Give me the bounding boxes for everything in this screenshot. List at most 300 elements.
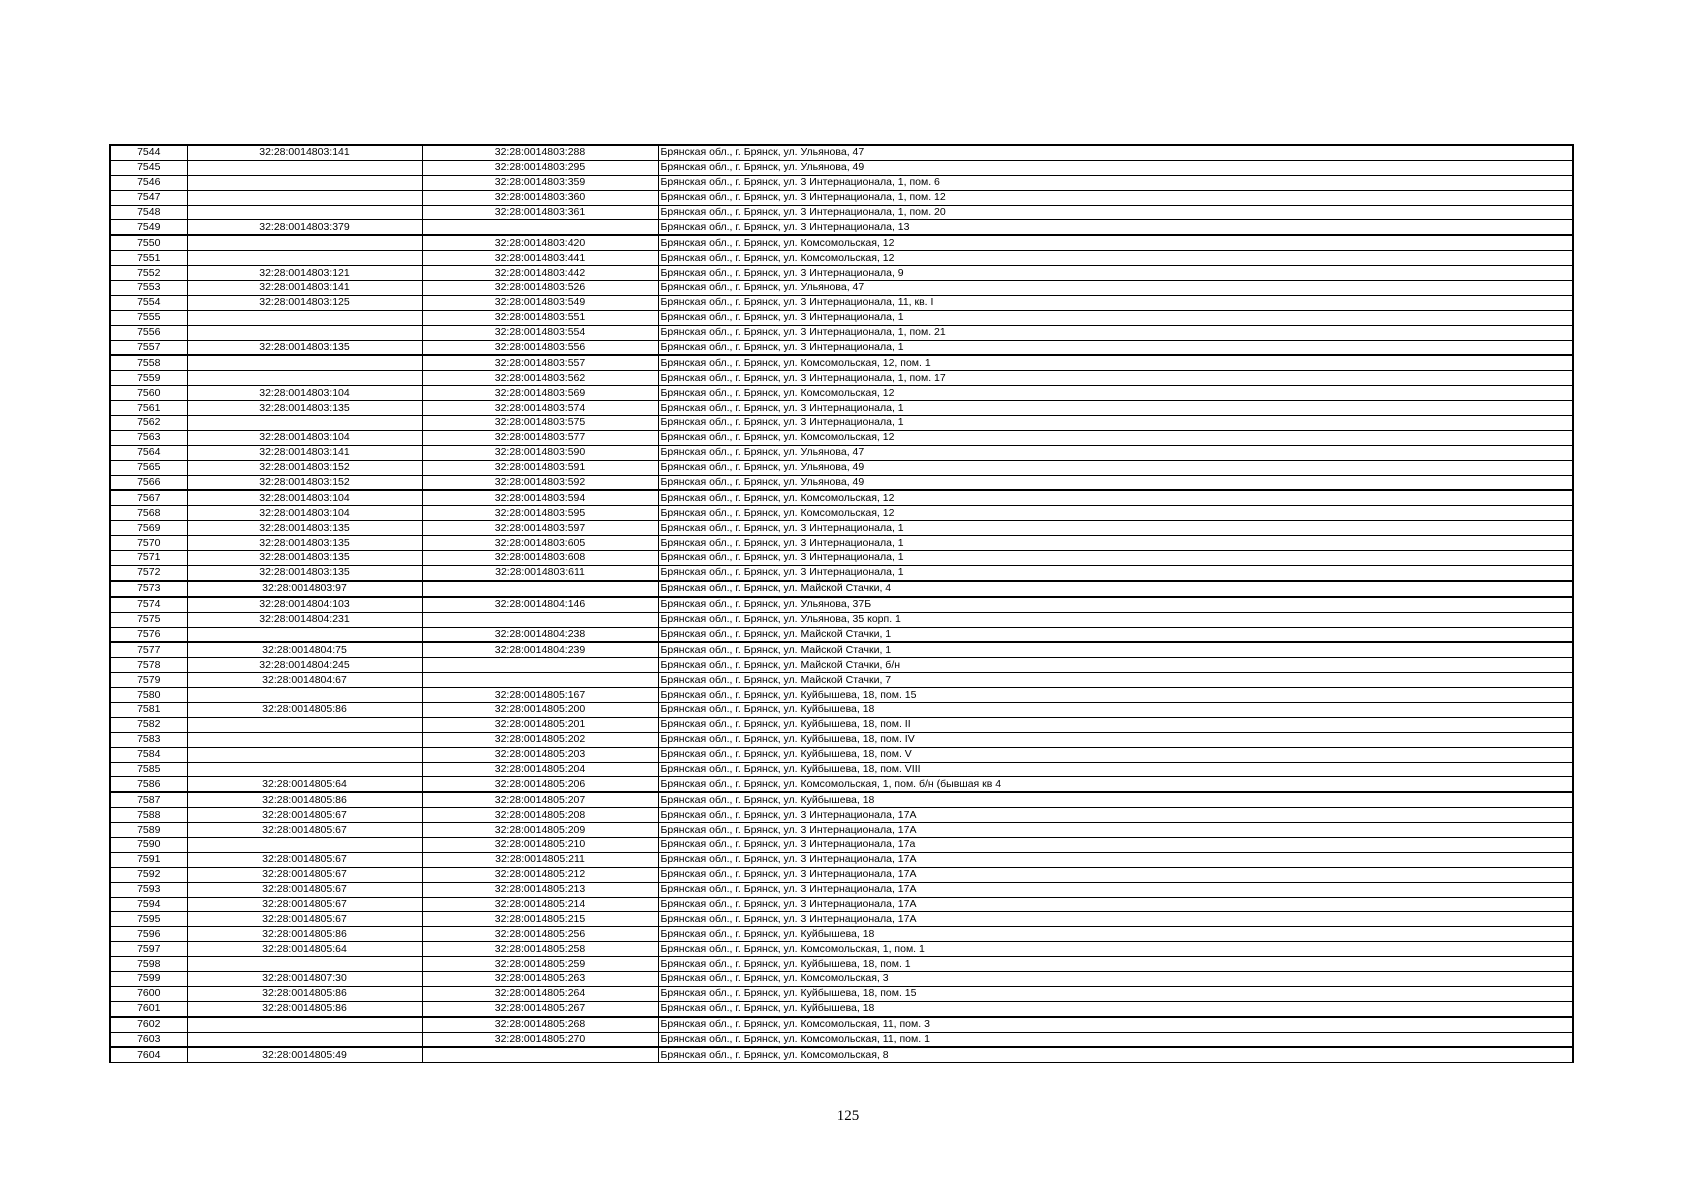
address-cell: Брянская обл., г. Брянск, ул. Майской Стачки, 7 bbox=[658, 673, 1573, 688]
cadastral-number-cell: 32:28:0014803:551 bbox=[422, 310, 658, 325]
row-number-cell: 7578 bbox=[110, 658, 187, 673]
table-row bbox=[110, 867, 1573, 882]
parent-cadastral-cell: 32:28:0014803:121 bbox=[187, 266, 422, 281]
row-number-cell: 7552 bbox=[110, 266, 187, 281]
row-number-cell: 7589 bbox=[110, 823, 187, 838]
cadastral-number-cell bbox=[422, 1047, 658, 1062]
address-cell: Брянская обл., г. Брянск, ул. Комсомольская, 12, пом. 1 bbox=[658, 355, 1573, 370]
address-cell: Брянская обл., г. Брянск, ул. 3 Интернационала, 1 bbox=[658, 310, 1573, 325]
cadastral-number-cell: 32:28:0014805:212 bbox=[422, 867, 658, 882]
parent-cadastral-cell: 32:28:0014803:104 bbox=[187, 506, 422, 521]
parent-cadastral-cell bbox=[187, 1017, 422, 1032]
row-number-cell: 7579 bbox=[110, 673, 187, 688]
cadastral-number-cell: 32:28:0014805:268 bbox=[422, 1017, 658, 1032]
table-row bbox=[110, 460, 1573, 475]
table-row bbox=[110, 310, 1573, 325]
cadastral-number-cell: 32:28:0014803:562 bbox=[422, 371, 658, 386]
address-cell: Брянская обл., г. Брянск, ул. Комсомольская, 12 bbox=[658, 430, 1573, 445]
row-number-cell: 7598 bbox=[110, 957, 187, 972]
row-number-cell: 7580 bbox=[110, 688, 187, 703]
table-row bbox=[110, 1001, 1573, 1016]
parent-cadastral-cell bbox=[187, 160, 422, 175]
cadastral-number-cell: 32:28:0014805:259 bbox=[422, 957, 658, 972]
address-cell: Брянская обл., г. Брянск, ул. Майской Стачки, б/н bbox=[658, 658, 1573, 673]
address-cell: Брянская обл., г. Брянск, ул. 3 Интернационала, 1, пом. 12 bbox=[658, 190, 1573, 205]
table-row bbox=[110, 971, 1573, 986]
parent-cadastral-cell bbox=[187, 957, 422, 972]
address-cell: Брянская обл., г. Брянск, ул. 3 Интернационала, 1 bbox=[658, 565, 1573, 580]
address-cell: Брянская обл., г. Брянск, ул. Куйбышева, 18, пом. VIII bbox=[658, 762, 1573, 777]
address-cell: Брянская обл., г. Брянск, ул. 3 Интернационала, 1 bbox=[658, 340, 1573, 355]
registry-table bbox=[109, 144, 1574, 1063]
table-row bbox=[110, 627, 1573, 642]
table-row bbox=[110, 551, 1573, 566]
parent-cadastral-cell bbox=[187, 175, 422, 190]
table-row bbox=[110, 295, 1573, 310]
cadastral-number-cell: 32:28:0014803:554 bbox=[422, 325, 658, 340]
address-cell: Брянская обл., г. Брянск, ул. Ульянова, 47 bbox=[658, 445, 1573, 460]
row-number-cell: 7567 bbox=[110, 490, 187, 505]
cadastral-number-cell: 32:28:0014803:526 bbox=[422, 281, 658, 296]
cadastral-number-cell: 32:28:0014805:210 bbox=[422, 837, 658, 852]
address-cell: Брянская обл., г. Брянск, ул. Ульянова, 35 корп. 1 bbox=[658, 612, 1573, 627]
table-row bbox=[110, 220, 1573, 235]
table-row bbox=[110, 1047, 1573, 1062]
table-row bbox=[110, 475, 1573, 490]
parent-cadastral-cell: 32:28:0014805:67 bbox=[187, 912, 422, 927]
row-number-cell: 7573 bbox=[110, 581, 187, 597]
parent-cadastral-cell: 32:28:0014803:141 bbox=[187, 281, 422, 296]
parent-cadastral-cell bbox=[187, 205, 422, 220]
address-cell: Брянская обл., г. Брянск, ул. 3 Интернационала, 1, пом. 21 bbox=[658, 325, 1573, 340]
row-number-cell: 7545 bbox=[110, 160, 187, 175]
cadastral-number-cell: 32:28:0014803:442 bbox=[422, 266, 658, 281]
table-row bbox=[110, 281, 1573, 296]
parent-cadastral-cell: 32:28:0014803:135 bbox=[187, 551, 422, 566]
cadastral-number-cell: 32:28:0014805:208 bbox=[422, 808, 658, 823]
table-row bbox=[110, 536, 1573, 551]
row-number-cell: 7593 bbox=[110, 882, 187, 897]
cadastral-number-cell: 32:28:0014803:605 bbox=[422, 536, 658, 551]
table-row bbox=[110, 852, 1573, 867]
table-row bbox=[110, 266, 1573, 281]
row-number-cell: 7587 bbox=[110, 792, 187, 807]
parent-cadastral-cell bbox=[187, 325, 422, 340]
cadastral-number-cell: 32:28:0014803:590 bbox=[422, 445, 658, 460]
table-row bbox=[110, 717, 1573, 732]
table-row bbox=[110, 160, 1573, 175]
table-row bbox=[110, 386, 1573, 401]
table-row bbox=[110, 506, 1573, 521]
table-row bbox=[110, 416, 1573, 431]
parent-cadastral-cell: 32:28:0014803:104 bbox=[187, 430, 422, 445]
address-cell: Брянская обл., г. Брянск, ул. Ульянова, 49 bbox=[658, 160, 1573, 175]
row-number-cell: 7558 bbox=[110, 355, 187, 370]
row-number-cell: 7594 bbox=[110, 897, 187, 912]
table-row bbox=[110, 325, 1573, 340]
cadastral-number-cell: 32:28:0014805:167 bbox=[422, 688, 658, 703]
parent-cadastral-cell: 32:28:0014804:75 bbox=[187, 642, 422, 657]
cadastral-number-cell: 32:28:0014803:611 bbox=[422, 565, 658, 580]
row-number-cell: 7584 bbox=[110, 747, 187, 762]
address-cell: Брянская обл., г. Брянск, ул. Куйбышева, 18, пом. 15 bbox=[658, 986, 1573, 1001]
cadastral-number-cell: 32:28:0014803:575 bbox=[422, 416, 658, 431]
cadastral-number-cell bbox=[422, 612, 658, 627]
parent-cadastral-cell: 32:28:0014803:152 bbox=[187, 475, 422, 490]
parent-cadastral-cell bbox=[187, 688, 422, 703]
parent-cadastral-cell: 32:28:0014805:67 bbox=[187, 823, 422, 838]
row-number-cell: 7553 bbox=[110, 281, 187, 296]
address-cell: Брянская обл., г. Брянск, ул. Куйбышева, 18, пом. II bbox=[658, 717, 1573, 732]
table-row bbox=[110, 445, 1573, 460]
cadastral-number-cell: 32:28:0014805:267 bbox=[422, 1001, 658, 1016]
row-number-cell: 7571 bbox=[110, 551, 187, 566]
row-number-cell: 7601 bbox=[110, 1001, 187, 1016]
table-row bbox=[110, 642, 1573, 657]
cadastral-number-cell: 32:28:0014805:200 bbox=[422, 702, 658, 717]
address-cell: Брянская обл., г. Брянск, ул. Ульянова, 49 bbox=[658, 460, 1573, 475]
row-number-cell: 7574 bbox=[110, 597, 187, 612]
parent-cadastral-cell bbox=[187, 371, 422, 386]
parent-cadastral-cell: 32:28:0014803:135 bbox=[187, 401, 422, 416]
table-row bbox=[110, 673, 1573, 688]
cadastral-number-cell: 32:28:0014805:215 bbox=[422, 912, 658, 927]
row-number-cell: 7592 bbox=[110, 867, 187, 882]
table-row bbox=[110, 490, 1573, 505]
table-row bbox=[110, 145, 1573, 160]
row-number-cell: 7547 bbox=[110, 190, 187, 205]
row-number-cell: 7586 bbox=[110, 777, 187, 792]
parent-cadastral-cell: 32:28:0014804:67 bbox=[187, 673, 422, 688]
cadastral-number-cell: 32:28:0014803:549 bbox=[422, 295, 658, 310]
row-number-cell: 7581 bbox=[110, 702, 187, 717]
row-number-cell: 7564 bbox=[110, 445, 187, 460]
parent-cadastral-cell: 32:28:0014805:86 bbox=[187, 1001, 422, 1016]
cadastral-number-cell: 32:28:0014805:204 bbox=[422, 762, 658, 777]
table-row bbox=[110, 942, 1573, 957]
cadastral-number-cell: 32:28:0014803:597 bbox=[422, 521, 658, 536]
row-number-cell: 7600 bbox=[110, 986, 187, 1001]
address-cell: Брянская обл., г. Брянск, ул. Куйбышева, 18, пом. 1 bbox=[658, 957, 1573, 972]
parent-cadastral-cell: 32:28:0014804:103 bbox=[187, 597, 422, 612]
row-number-cell: 7572 bbox=[110, 565, 187, 580]
parent-cadastral-cell bbox=[187, 762, 422, 777]
row-number-cell: 7562 bbox=[110, 416, 187, 431]
row-number-cell: 7582 bbox=[110, 717, 187, 732]
cadastral-number-cell: 32:28:0014803:577 bbox=[422, 430, 658, 445]
parent-cadastral-cell: 32:28:0014805:67 bbox=[187, 808, 422, 823]
row-number-cell: 7602 bbox=[110, 1017, 187, 1032]
address-cell: Брянская обл., г. Брянск, ул. Куйбышева, 18 bbox=[658, 927, 1573, 942]
table-row bbox=[110, 235, 1573, 250]
parent-cadastral-cell bbox=[187, 416, 422, 431]
row-number-cell: 7599 bbox=[110, 971, 187, 986]
address-cell: Брянская обл., г. Брянск, ул. Комсомольская, 11, пом. 3 bbox=[658, 1017, 1573, 1032]
cadastral-number-cell: 32:28:0014805:207 bbox=[422, 792, 658, 807]
parent-cadastral-cell: 32:28:0014805:64 bbox=[187, 777, 422, 792]
parent-cadastral-cell bbox=[187, 1032, 422, 1047]
cadastral-number-cell: 32:28:0014805:214 bbox=[422, 897, 658, 912]
address-cell: Брянская обл., г. Брянск, ул. 3 Интернационала, 17А bbox=[658, 808, 1573, 823]
table-row bbox=[110, 808, 1573, 823]
cadastral-number-cell: 32:28:0014803:556 bbox=[422, 340, 658, 355]
cadastral-number-cell: 32:28:0014805:209 bbox=[422, 823, 658, 838]
cadastral-number-cell bbox=[422, 673, 658, 688]
parent-cadastral-cell: 32:28:0014803:135 bbox=[187, 565, 422, 580]
address-cell: Брянская обл., г. Брянск, ул. Комсомольская, 12 bbox=[658, 235, 1573, 250]
cadastral-number-cell bbox=[422, 581, 658, 597]
cadastral-number-cell: 32:28:0014805:211 bbox=[422, 852, 658, 867]
parent-cadastral-cell: 32:28:0014805:49 bbox=[187, 1047, 422, 1062]
row-number-cell: 7595 bbox=[110, 912, 187, 927]
cadastral-number-cell bbox=[422, 220, 658, 235]
registry-body bbox=[110, 145, 1573, 1063]
address-cell: Брянская обл., г. Брянск, ул. Куйбышева, 18 bbox=[658, 1001, 1573, 1016]
cadastral-number-cell: 32:28:0014805:202 bbox=[422, 732, 658, 747]
row-number-cell: 7566 bbox=[110, 475, 187, 490]
table-row bbox=[110, 732, 1573, 747]
row-number-cell: 7544 bbox=[110, 145, 187, 160]
cadastral-number-cell: 32:28:0014805:258 bbox=[422, 942, 658, 957]
row-number-cell: 7591 bbox=[110, 852, 187, 867]
cadastral-number-cell: 32:28:0014805:256 bbox=[422, 927, 658, 942]
address-cell: Брянская обл., г. Брянск, ул. Комсомольская, 12 bbox=[658, 506, 1573, 521]
cadastral-number-cell: 32:28:0014805:264 bbox=[422, 986, 658, 1001]
address-cell: Брянская обл., г. Брянск, ул. 3 Интернационала, 17а bbox=[658, 837, 1573, 852]
address-cell: Брянская обл., г. Брянск, ул. 3 Интернационала, 1, пом. 17 bbox=[658, 371, 1573, 386]
address-cell: Брянская обл., г. Брянск, ул. Комсомольская, 12 bbox=[658, 251, 1573, 266]
table-row bbox=[110, 1017, 1573, 1032]
parent-cadastral-cell bbox=[187, 355, 422, 370]
row-number-cell: 7596 bbox=[110, 927, 187, 942]
cadastral-number-cell: 32:28:0014804:238 bbox=[422, 627, 658, 642]
row-number-cell: 7556 bbox=[110, 325, 187, 340]
table-row bbox=[110, 912, 1573, 927]
cadastral-number-cell: 32:28:0014803:295 bbox=[422, 160, 658, 175]
cadastral-number-cell: 32:28:0014803:592 bbox=[422, 475, 658, 490]
parent-cadastral-cell bbox=[187, 837, 422, 852]
cadastral-number-cell: 32:28:0014803:595 bbox=[422, 506, 658, 521]
cadastral-number-cell: 32:28:0014803:557 bbox=[422, 355, 658, 370]
address-cell: Брянская обл., г. Брянск, ул. Майской Стачки, 4 bbox=[658, 581, 1573, 597]
table-row bbox=[110, 1032, 1573, 1047]
address-cell: Брянская обл., г. Брянск, ул. 3 Интернационала, 17А bbox=[658, 912, 1573, 927]
row-number-cell: 7560 bbox=[110, 386, 187, 401]
parent-cadastral-cell bbox=[187, 310, 422, 325]
parent-cadastral-cell bbox=[187, 235, 422, 250]
row-number-cell: 7561 bbox=[110, 401, 187, 416]
table-row bbox=[110, 205, 1573, 220]
address-cell: Брянская обл., г. Брянск, ул. Ульянова, 49 bbox=[658, 475, 1573, 490]
table-row bbox=[110, 430, 1573, 445]
table-row bbox=[110, 927, 1573, 942]
cadastral-number-cell: 32:28:0014803:420 bbox=[422, 235, 658, 250]
row-number-cell: 7597 bbox=[110, 942, 187, 957]
table-row bbox=[110, 401, 1573, 416]
table-row bbox=[110, 597, 1573, 612]
address-cell: Брянская обл., г. Брянск, ул. Комсомольская, 8 bbox=[658, 1047, 1573, 1062]
table-row bbox=[110, 986, 1573, 1001]
address-cell: Брянская обл., г. Брянск, ул. Комсомольская, 1, пом. 1 bbox=[658, 942, 1573, 957]
parent-cadastral-cell: 32:28:0014805:67 bbox=[187, 852, 422, 867]
cadastral-number-cell: 32:28:0014805:203 bbox=[422, 747, 658, 762]
row-number-cell: 7577 bbox=[110, 642, 187, 657]
parent-cadastral-cell: 32:28:0014807:30 bbox=[187, 971, 422, 986]
row-number-cell: 7588 bbox=[110, 808, 187, 823]
parent-cadastral-cell bbox=[187, 627, 422, 642]
row-number-cell: 7550 bbox=[110, 235, 187, 250]
cadastral-number-cell: 32:28:0014803:288 bbox=[422, 145, 658, 160]
row-number-cell: 7585 bbox=[110, 762, 187, 777]
cadastral-number-cell: 32:28:0014803:608 bbox=[422, 551, 658, 566]
row-number-cell: 7604 bbox=[110, 1047, 187, 1062]
cadastral-number-cell: 32:28:0014805:263 bbox=[422, 971, 658, 986]
row-number-cell: 7568 bbox=[110, 506, 187, 521]
parent-cadastral-cell: 32:28:0014805:86 bbox=[187, 792, 422, 807]
table-row bbox=[110, 957, 1573, 972]
address-cell: Брянская обл., г. Брянск, ул. 3 Интернационала, 1 bbox=[658, 521, 1573, 536]
parent-cadastral-cell: 32:28:0014803:135 bbox=[187, 521, 422, 536]
cadastral-number-cell: 32:28:0014803:594 bbox=[422, 490, 658, 505]
row-number-cell: 7557 bbox=[110, 340, 187, 355]
address-cell: Брянская обл., г. Брянск, ул. 3 Интернационала, 1, пом. 6 bbox=[658, 175, 1573, 190]
address-cell: Брянская обл., г. Брянск, ул. 3 Интернационала, 1 bbox=[658, 536, 1573, 551]
cadastral-number-cell: 32:28:0014803:441 bbox=[422, 251, 658, 266]
row-number-cell: 7546 bbox=[110, 175, 187, 190]
address-cell: Брянская обл., г. Брянск, ул. 3 Интернационала, 17А bbox=[658, 852, 1573, 867]
table-row bbox=[110, 355, 1573, 370]
parent-cadastral-cell: 32:28:0014804:231 bbox=[187, 612, 422, 627]
parent-cadastral-cell: 32:28:0014804:245 bbox=[187, 658, 422, 673]
parent-cadastral-cell bbox=[187, 190, 422, 205]
cadastral-number-cell: 32:28:0014803:360 bbox=[422, 190, 658, 205]
table-row bbox=[110, 565, 1573, 580]
address-cell: Брянская обл., г. Брянск, ул. Куйбышева, 18 bbox=[658, 792, 1573, 807]
parent-cadastral-cell: 32:28:0014803:135 bbox=[187, 340, 422, 355]
row-number-cell: 7575 bbox=[110, 612, 187, 627]
table-row bbox=[110, 612, 1573, 627]
address-cell: Брянская обл., г. Брянск, ул. 3 Интернационала, 13 bbox=[658, 220, 1573, 235]
row-number-cell: 7549 bbox=[110, 220, 187, 235]
parent-cadastral-cell: 32:28:0014805:67 bbox=[187, 882, 422, 897]
table-row bbox=[110, 581, 1573, 597]
parent-cadastral-cell: 32:28:0014803:141 bbox=[187, 145, 422, 160]
address-cell: Брянская обл., г. Брянск, ул. Комсомольская, 1, пом. б/н (бывшая кв 4 bbox=[658, 777, 1573, 792]
address-cell: Брянская обл., г. Брянск, ул. Комсомольская, 11, пом. 1 bbox=[658, 1032, 1573, 1047]
address-cell: Брянская обл., г. Брянск, ул. 3 Интернационала, 1 bbox=[658, 401, 1573, 416]
parent-cadastral-cell: 32:28:0014803:97 bbox=[187, 581, 422, 597]
table-row bbox=[110, 190, 1573, 205]
parent-cadastral-cell: 32:28:0014803:141 bbox=[187, 445, 422, 460]
row-number-cell: 7555 bbox=[110, 310, 187, 325]
address-cell: Брянская обл., г. Брянск, ул. 3 Интернационала, 17А bbox=[658, 882, 1573, 897]
table-row bbox=[110, 792, 1573, 807]
table-row bbox=[110, 762, 1573, 777]
address-cell: Брянская обл., г. Брянск, ул. 3 Интернационала, 17А bbox=[658, 867, 1573, 882]
address-cell: Брянская обл., г. Брянск, ул. 3 Интернационала, 17А bbox=[658, 897, 1573, 912]
cadastral-number-cell: 32:28:0014805:201 bbox=[422, 717, 658, 732]
cadastral-number-cell: 32:28:0014804:146 bbox=[422, 597, 658, 612]
parent-cadastral-cell: 32:28:0014805:64 bbox=[187, 942, 422, 957]
parent-cadastral-cell bbox=[187, 732, 422, 747]
cadastral-number-cell: 32:28:0014803:361 bbox=[422, 205, 658, 220]
cadastral-number-cell: 32:28:0014803:591 bbox=[422, 460, 658, 475]
address-cell: Брянская обл., г. Брянск, ул. Майской Стачки, 1 bbox=[658, 627, 1573, 642]
page-number: 125 bbox=[836, 1108, 860, 1124]
table-row bbox=[110, 658, 1573, 673]
table-row bbox=[110, 251, 1573, 266]
parent-cadastral-cell: 32:28:0014803:379 bbox=[187, 220, 422, 235]
parent-cadastral-cell bbox=[187, 251, 422, 266]
table-row bbox=[110, 175, 1573, 190]
table-row bbox=[110, 837, 1573, 852]
address-cell: Брянская обл., г. Брянск, ул. 3 Интернационала, 9 bbox=[658, 266, 1573, 281]
address-cell: Брянская обл., г. Брянск, ул. Комсомольская, 12 bbox=[658, 490, 1573, 505]
parent-cadastral-cell: 32:28:0014803:104 bbox=[187, 386, 422, 401]
table-row bbox=[110, 521, 1573, 536]
table-row bbox=[110, 823, 1573, 838]
table-row bbox=[110, 371, 1573, 386]
parent-cadastral-cell: 32:28:0014805:86 bbox=[187, 927, 422, 942]
table-row bbox=[110, 882, 1573, 897]
cadastral-number-cell: 32:28:0014803:569 bbox=[422, 386, 658, 401]
parent-cadastral-cell bbox=[187, 717, 422, 732]
parent-cadastral-cell: 32:28:0014805:86 bbox=[187, 702, 422, 717]
row-number-cell: 7603 bbox=[110, 1032, 187, 1047]
table-row bbox=[110, 777, 1573, 792]
address-cell: Брянская обл., г. Брянск, ул. 3 Интернационала, 1 bbox=[658, 551, 1573, 566]
parent-cadastral-cell: 32:28:0014803:125 bbox=[187, 295, 422, 310]
table-row bbox=[110, 897, 1573, 912]
cadastral-number-cell: 32:28:0014805:206 bbox=[422, 777, 658, 792]
cadastral-number-cell: 32:28:0014803:359 bbox=[422, 175, 658, 190]
parent-cadastral-cell: 32:28:0014803:152 bbox=[187, 460, 422, 475]
address-cell: Брянская обл., г. Брянск, ул. Ульянова, 47 bbox=[658, 281, 1573, 296]
address-cell: Брянская обл., г. Брянск, ул. 3 Интернационала, 1 bbox=[658, 416, 1573, 431]
row-number-cell: 7551 bbox=[110, 251, 187, 266]
cadastral-number-cell bbox=[422, 658, 658, 673]
table-row bbox=[110, 747, 1573, 762]
address-cell: Брянская обл., г. Брянск, ул. Ульянова, 47 bbox=[658, 145, 1573, 160]
row-number-cell: 7563 bbox=[110, 430, 187, 445]
address-cell: Брянская обл., г. Брянск, ул. 3 Интернационала, 1, пом. 20 bbox=[658, 205, 1573, 220]
row-number-cell: 7583 bbox=[110, 732, 187, 747]
row-number-cell: 7565 bbox=[110, 460, 187, 475]
parent-cadastral-cell: 32:28:0014803:104 bbox=[187, 490, 422, 505]
address-cell: Брянская обл., г. Брянск, ул. 3 Интернационала, 17А bbox=[658, 823, 1573, 838]
parent-cadastral-cell: 32:28:0014805:86 bbox=[187, 986, 422, 1001]
row-number-cell: 7554 bbox=[110, 295, 187, 310]
address-cell: Брянская обл., г. Брянск, ул. Куйбышева, 18, пом. V bbox=[658, 747, 1573, 762]
parent-cadastral-cell: 32:28:0014805:67 bbox=[187, 897, 422, 912]
row-number-cell: 7569 bbox=[110, 521, 187, 536]
parent-cadastral-cell: 32:28:0014805:67 bbox=[187, 867, 422, 882]
cadastral-number-cell: 32:28:0014803:574 bbox=[422, 401, 658, 416]
parent-cadastral-cell bbox=[187, 747, 422, 762]
address-cell: Брянская обл., г. Брянск, ул. Куйбышева, 18, пом. IV bbox=[658, 732, 1573, 747]
address-cell: Брянская обл., г. Брянск, ул. Комсомольская, 3 bbox=[658, 971, 1573, 986]
row-number-cell: 7559 bbox=[110, 371, 187, 386]
row-number-cell: 7570 bbox=[110, 536, 187, 551]
row-number-cell: 7590 bbox=[110, 837, 187, 852]
cadastral-number-cell: 32:28:0014805:213 bbox=[422, 882, 658, 897]
address-cell: Брянская обл., г. Брянск, ул. Ульянова, 37Б bbox=[658, 597, 1573, 612]
address-cell: Брянская обл., г. Брянск, ул. 3 Интернационала, 11, кв. I bbox=[658, 295, 1573, 310]
cadastral-number-cell: 32:28:0014804:239 bbox=[422, 642, 658, 657]
cadastral-number-cell: 32:28:0014805:270 bbox=[422, 1032, 658, 1047]
table-row bbox=[110, 702, 1573, 717]
table-row bbox=[110, 688, 1573, 703]
